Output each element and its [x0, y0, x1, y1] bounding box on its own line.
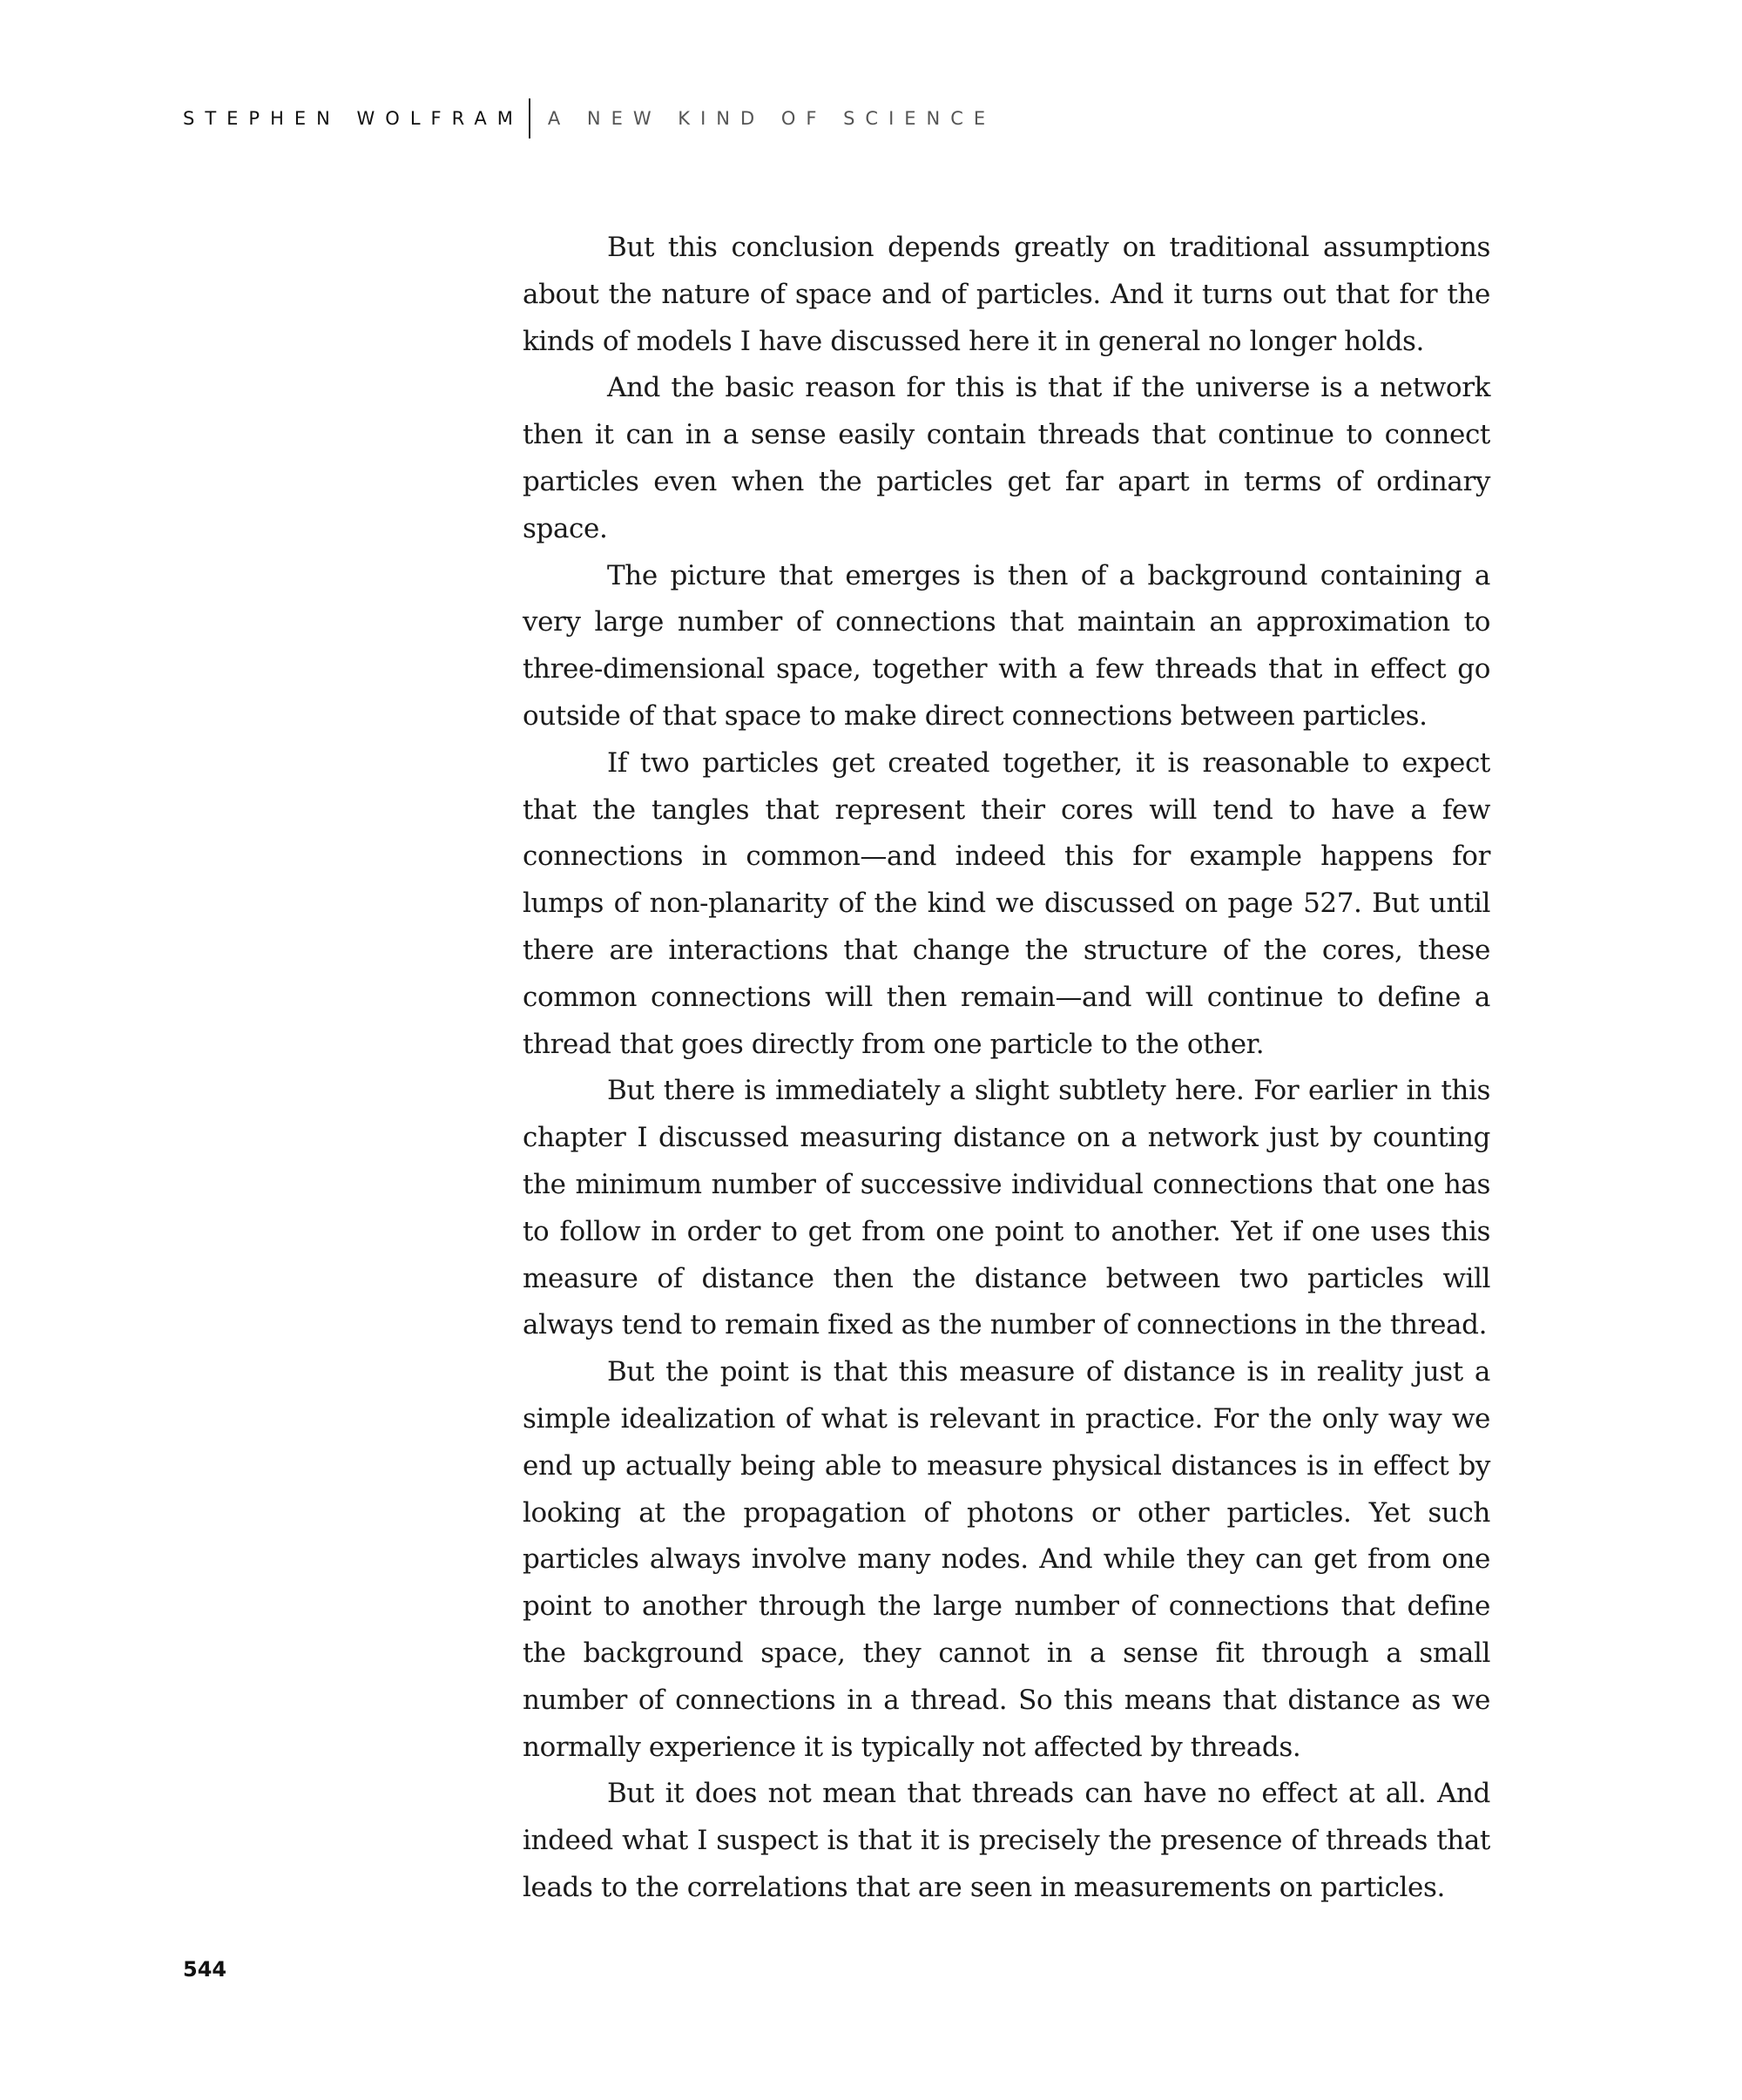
- body-text: [523, 225, 1490, 1912]
- paragraph-4: If two particles get created together, it is reasonable to expect that the tangles that represent their cores will tend to have a few connections in common—and indeed this for example happens for lumps of non-planarity of the kind we discussed on page 527. But until there are interactions that change the structure of the cores, these common connections will then remain—and will continue to define a thread that goes directly from one particle to the other.: [523, 746, 1490, 1060]
- book-title: A NEW KIND OF SCIENCE: [547, 108, 996, 129]
- paragraph-2: And the basic reason for this is that if the universe is a network then it can in a sense easily contain threads that continue to connect particles even when the particles get far apart in terms of ordinary space.: [523, 372, 1490, 544]
- paragraph-6: But the point is that this measure of distance is in reality just a simple idealization of what is relevant in practice. For the only way we end up actually being able to measure physical distances is in effect by looking at the propagation of photons or other particles. Yet such particles always involve many nodes. And while they can get from one point to another through the large number of connections that define the background space, they cannot in a sense fit through a small number of connections in a thread. So this means that distance as we normally experience it is typically not affected by threads.: [523, 1356, 1490, 1763]
- paragraph-1: But this conclusion depends greatly on traditional assumptions about the nature of space and of particles. And it turns out that for the kinds of models I have discussed here it in general no longer holds.: [523, 232, 1490, 357]
- paragraph-3: The picture that emerges is then of a background containing a very large number of connections that maintain an approximation to three-dimensional space, together with a few threads that in effect go outside of that space to make direct connections between particles.: [523, 559, 1490, 732]
- paragraph-7: But it does not mean that threads can have no effect at all. And indeed what I suspect is that it is precisely the presence of threads that leads to the correlations that are seen in measurements on particles.: [523, 1778, 1490, 1903]
- page-number: 544: [183, 1957, 227, 1982]
- author-name: STEPHEN WOLFRAM: [183, 108, 523, 129]
- header-divider: [529, 98, 530, 138]
- paragraph-5: But there is immediately a slight subtlety here. For earlier in this chapter I discussed measuring distance on a network just by counting the minimum number of successive individual connections that one has to follow in order to get from one point to another. Yet if one uses this measure of distance then the distance between two particles will always tend to remain fixed as the number of connections in the thread.: [523, 1075, 1490, 1341]
- running-head: [183, 98, 996, 139]
